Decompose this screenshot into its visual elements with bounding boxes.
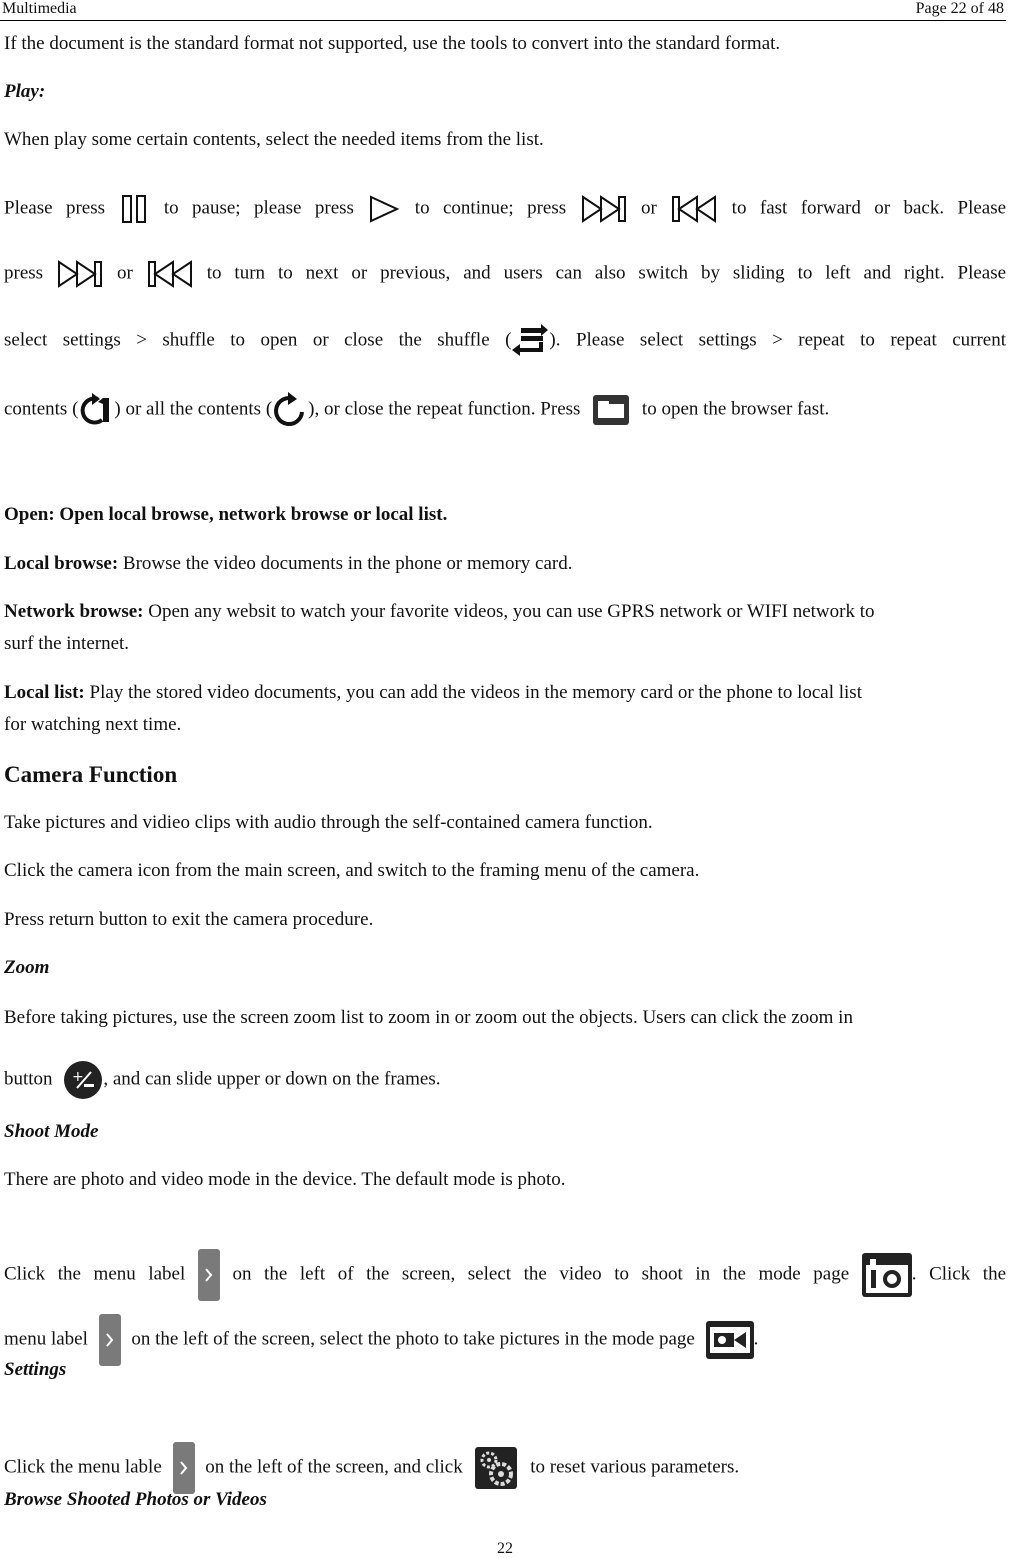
paragraph-controls-3: select settings > shuffle to open or close the shuffle ( ). Please select settings > repeat to repeat current <box>4 324 1006 358</box>
paragraph-local-list: Local list: Play the stored video documents, you can add the videos in the memory card or the phone to local list <box>4 682 862 703</box>
repeat-current-icon <box>78 392 114 428</box>
header-section-title: Multimedia <box>2 0 77 17</box>
paragraph-settings-1: Click the menu lable on the left of the screen, and click to reset various parameters. <box>4 1442 1006 1494</box>
paragraph-controls-1: Please press to pause; please press to continue; press or to fast forward or back. Please <box>4 194 1006 224</box>
shuffle-icon <box>511 324 549 358</box>
paragraph-network-browse-cont: surf the internet. <box>4 633 130 654</box>
paragraph-controls-4: contents ( ) or all the contents ( ), or close the repeat function. Press to open the browser fast. <box>4 392 1006 428</box>
paragraph-network-browse: Network browse: Open any websit to watch your favorite videos, you can use GPRS network or WIFI network to <box>4 601 875 622</box>
paragraph-zoom-1: Before taking pictures, use the screen zoom list to zoom in or zoom out the objects. Users can click the zoom in <box>4 1007 853 1028</box>
paragraph-camera-3: Press return button to exit the camera procedure. <box>4 909 374 930</box>
heading-settings: Settings <box>4 1359 67 1380</box>
paragraph-zoom-2: button + , and can slide upper or down on the frames. <box>4 1060 1006 1100</box>
heading-camera-function: Camera Function <box>4 762 178 787</box>
rewind-icon <box>146 259 194 289</box>
settings-gear-icon <box>475 1447 517 1489</box>
page-number: 22 <box>497 1540 513 1557</box>
paragraph-format-note: If the document is the standard format not supported, use the tools to convert into the standard format. <box>4 33 781 54</box>
paragraph-local-list-cont: for watching next time. <box>4 714 182 735</box>
photo-mode-icon <box>862 1253 912 1297</box>
repeat-all-icon <box>272 392 308 428</box>
paragraph-camera-1: Take pictures and vidieo clips with audio through the self-contained camera function. <box>4 812 653 833</box>
svg-text:+: + <box>72 1069 85 1085</box>
menu-tab-icon <box>173 1442 195 1494</box>
heading-shoot-mode: Shoot Mode <box>4 1121 99 1142</box>
paragraph-shoot-1: There are photo and video mode in the device. The default mode is photo. <box>4 1169 566 1190</box>
paragraph-shoot-3: menu label on the left of the screen, select the photo to take pictures in the mode page . <box>4 1314 1006 1366</box>
fast-forward-icon <box>580 194 628 224</box>
header-page-indicator: Page 22 of 48 <box>915 0 1004 17</box>
menu-tab-icon <box>198 1249 220 1301</box>
rewind-icon <box>670 194 718 224</box>
play-icon <box>367 194 401 224</box>
heading-zoom: Zoom <box>4 957 50 978</box>
heading-browse-shooted: Browse Shooted Photos or Videos <box>4 1489 267 1510</box>
paragraph-controls-2: press or to turn to next or previous, and users can also switch by sliding to left and right. Please <box>4 259 1006 289</box>
paragraph-camera-2: Click the camera icon from the main screen, and switch to the framing menu of the camera. <box>4 860 700 881</box>
paragraph-shoot-2: Click the menu label on the left of the screen, select the video to shoot in the mode page . Click the <box>4 1249 1006 1301</box>
zoom-icon <box>63 1060 103 1100</box>
heading-play: Play: <box>4 81 46 102</box>
fast-forward-icon <box>56 259 104 289</box>
folder-icon <box>593 395 629 425</box>
pause-icon <box>118 194 150 224</box>
page-header <box>0 0 1006 21</box>
paragraph-local-browse: Local browse: Browse the video documents in the phone or memory card. <box>4 553 573 574</box>
video-mode-icon <box>706 1321 754 1359</box>
paragraph-play-intro: When play some certain contents, select the needed items from the list. <box>4 129 544 150</box>
heading-open: Open: Open local browse, network browse or local list. <box>4 504 448 525</box>
